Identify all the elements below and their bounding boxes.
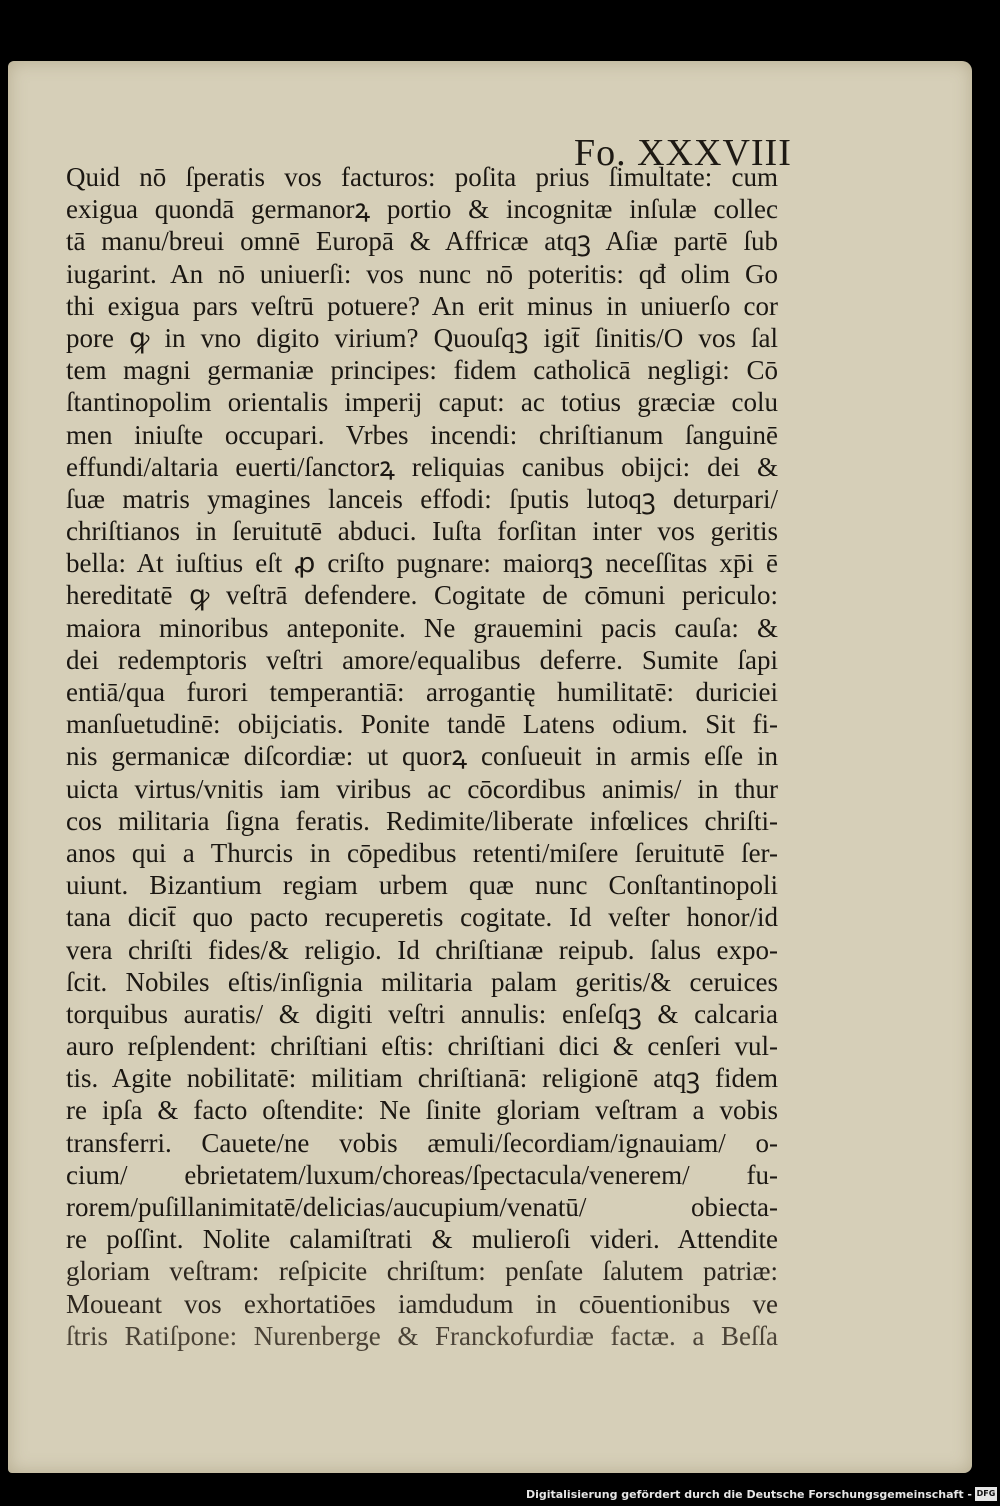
text-line: ſtris Ratiſpone: Nurenberge & Franckofurdiæ factæ. a Beſſa: [66, 1320, 778, 1351]
text-line: ſtantinopolim orientalis imperij caput: ac totius græciæ colu: [66, 387, 778, 418]
text-line: transferri. Cauete/ne vobis æmuli/ſecordiam/ignauiam/ o-: [66, 1127, 778, 1158]
text-line: exigua quondā germanorꝝ portio & incognitæ inſulæ collec: [66, 194, 778, 225]
text-line: bella: At iuſtius eſt ꝓ criſto pugnare: maiorqꝫ neceſſitas xp̄i ē: [66, 548, 778, 579]
funding-credit: Digitalisierung gefördert durch die Deutsche Forschungsgemeinschaft -: [525, 1488, 972, 1501]
text-line: effundi/altaria euerti/ſanctorꝝ reliquias canibus obijci: dei &: [66, 451, 778, 482]
text-line: anos qui a Thurcis in cōpedibus retenti/miſere ſeruitutē ſer-: [66, 837, 778, 868]
text-line: thi exigua pars veſtrū potuere? An erit minus in uniuerſo cor: [66, 290, 778, 321]
text-line: chriſtianos in ſeruitutē abduci. Iuſta forſitan inter vos geritis: [66, 516, 778, 547]
text-line: manſuetudinē: obijciatis. Ponite tandē Latens odium. Sit fi-: [66, 709, 778, 740]
folio-number: Fo. XXXVIII: [574, 132, 792, 174]
text-line: uicta virtus/vnitis iam viribus ac cōcordibus animis/ in thur: [66, 773, 778, 804]
text-line: men iniuſte occupari. Vrbes incendi: chriſtianum ſanguinē: [66, 419, 778, 450]
text-line: gloriam veſtram: reſpicite chriſtum: penſate ſalutem patriæ:: [66, 1256, 778, 1287]
text-line: maiora minoribus anteponite. Ne grauemini pacis cauſa: &: [66, 612, 778, 643]
dfg-logo-icon: DFG: [975, 1487, 997, 1501]
text-line: ſcit. Nobiles eſtis/inſignia militaria palam geritis/& ceruices: [66, 966, 778, 997]
text-line: re ipſa & facto oſtendite: Ne ſinite gloriam veſtram a vobis: [66, 1095, 778, 1126]
text-line: Quid nō ſperatis vos facturos: poſita prius ſimultate: cum: [66, 162, 778, 192]
text-line: cos militaria ſigna feratis. Redimite/liberate infœlices chriſti-: [66, 805, 778, 836]
text-line: re poſſint. Nolite calamiſtrati & mulieroſi videri. Attendite: [66, 1224, 778, 1255]
text-line: uiunt. Bizantium regiam urbem quæ nunc Conſtantinopoli: [66, 870, 778, 901]
text-line: tana dicit̄ quo pacto recuperetis cogitate. Id veſter honor/id: [66, 902, 778, 933]
text-line: tis. Agite nobilitatē: militiam chriſtianā: religionē atqꝫ fidem: [66, 1063, 778, 1094]
book-page: [8, 61, 972, 1473]
text-line: cium/ ebrietatem/luxum/choreas/ſpectacula/venerem/ fu-: [66, 1159, 778, 1190]
text-line: tā manu/breui omnē Europā & Affricæ atqꝫ Aſiæ partē ſub: [66, 226, 778, 257]
text-line: vera chriſti fides/& religio. Id chriſtianæ reipub. ſalus expo-: [66, 934, 778, 965]
text-line: torquibus auratis/ & digiti veſtri annulis: enſeſqꝫ & calcaria: [66, 998, 778, 1029]
text-line: nis germanicæ diſcordiæ: ut quorꝝ conſueuit in armis eſſe in: [66, 741, 778, 772]
text-line: iugarint. An nō uniuerſi: vos nunc nō poteritis: qđ olim Go: [66, 258, 778, 289]
text-line: dei redemptoris veſtri amore/equalibus deferre. Sumite ſapi: [66, 644, 778, 675]
text-line: entiā/qua furori temperantiā: arrogantię humilitatē: duriciei: [66, 677, 778, 707]
body-text: [66, 161, 778, 1352]
text-line: auro reſplendent: chriſtiani eſtis: chriſtiani dici & cenſeri vul-: [66, 1031, 778, 1062]
footer-bar: [0, 1484, 1000, 1506]
text-line: hereditatē ꝙ veſtrā defendere. Cogitate de cōmuni periculo:: [66, 580, 778, 611]
text-line: rorem/puſillanimitatē/delicias/aucupium/venatū/ obiecta-: [66, 1192, 778, 1222]
text-line: ſuæ matris ymagines lanceis effodi: ſputis lutoqꝫ deturpari/: [66, 483, 778, 514]
text-line: pore ꝙ in vno digito virium? Quouſqꝫ igit̄ ſinitis/O vos ſal: [66, 322, 778, 353]
text-line: Moueant vos exhortatiōes iamdudum in cōuentionibus ve: [66, 1288, 778, 1319]
text-line: tem magni germaniæ principes: fidem catholicā negligi: Cō: [66, 355, 778, 386]
